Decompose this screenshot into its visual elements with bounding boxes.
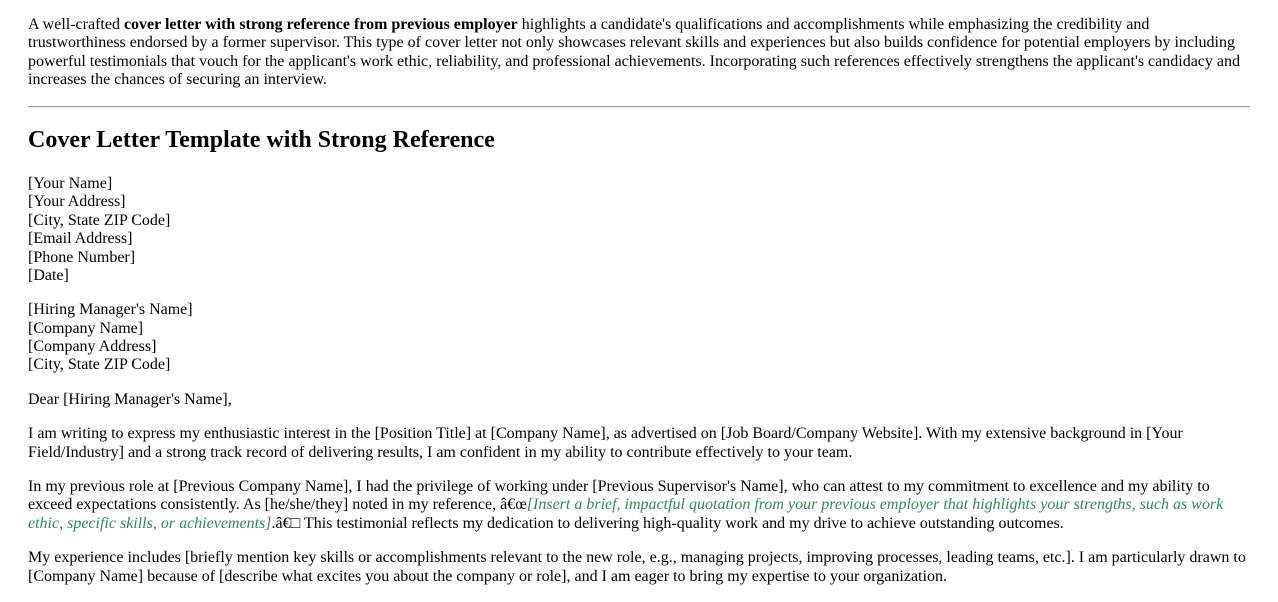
intro-text-after: highlights a candidate's qualifications and accomplishments while emphasizing the credibility and trustworthiness endorsed by a former supervisor. This type of cover letter not only showcases relevant skills and experiences but also builds confidence for potential employers by including powerful testimonials that vouch for the applicant's work ethic, reliability, and professional achievements. Incorporating such references effectively strengthens the applicant's candidacy and increases the chances of securing an interview.	[28, 16, 1241, 89]
reference-text-before-quote: In my previous role at [Previous Company Name], I had the privilege of working under [Previous Supervisor's Name], who can attest to my commitment to excellence and my ability to exceed expectations consistently. As [he/she/they] noted in my reference, â€œ	[28, 478, 1210, 514]
sender-name-line: [Your Name]	[28, 174, 113, 192]
experience-paragraph: My experience includes [briefly mention key skills or accomplishments relevant to the new role, e.g., managing projects, improving processes, leading teams, etc.]. I am particularly drawn to [Company Name] because of [describe what excites you about the company or role], and I am eager to bring my expertise to your organization.	[28, 549, 1246, 585]
interest-paragraph: I am writing to express my enthusiastic interest in the [Position Title] at [Company Name], as advertised on [Job Board/Company Website]. With my extensive background in [Your Field/Industry] and a strong track record of delivering results, I am confident in my ability to contribute effectively to your team.	[28, 425, 1183, 461]
article	[28, 16, 1250, 586]
sender-date-line: [Date]	[28, 266, 69, 284]
template-heading: Cover Letter Template with Strong Reference	[28, 127, 495, 154]
reference-text-after-quote: .â€□ This testimonial reflects my dedication to delivering high-quality work and my drive to achieve outstanding outcomes.	[271, 514, 1064, 532]
reference-quote: [Insert a brief, impactful quotation from your previous employer that highlights your strengths, such as work ethic, specific skills, or achievements]	[28, 496, 1224, 532]
sender-city-line: [City, State ZIP Code]	[28, 211, 171, 229]
recipient-address-block	[28, 301, 1250, 375]
recipient-company-line: [Company Name]	[28, 319, 144, 337]
recipient-city-line: [City, State ZIP Code]	[28, 356, 171, 374]
intro-keyword-bold: cover letter with strong reference from previous employer	[123, 16, 518, 33]
intro-paragraph	[28, 16, 1250, 90]
salutation: Dear [Hiring Manager's Name],	[28, 390, 232, 408]
sender-phone-line: [Phone Number]	[28, 248, 136, 266]
sender-address-block	[28, 175, 1250, 285]
intro-text-before: A well-crafted	[28, 16, 124, 33]
sender-address-line: [Your Address]	[28, 193, 126, 211]
recipient-name-line: [Hiring Manager's Name]	[28, 301, 193, 319]
reference-paragraph	[28, 478, 1250, 533]
recipient-company-address-line: [Company Address]	[28, 338, 157, 356]
sender-email-line: [Email Address]	[28, 230, 133, 248]
section-divider	[28, 106, 1250, 108]
